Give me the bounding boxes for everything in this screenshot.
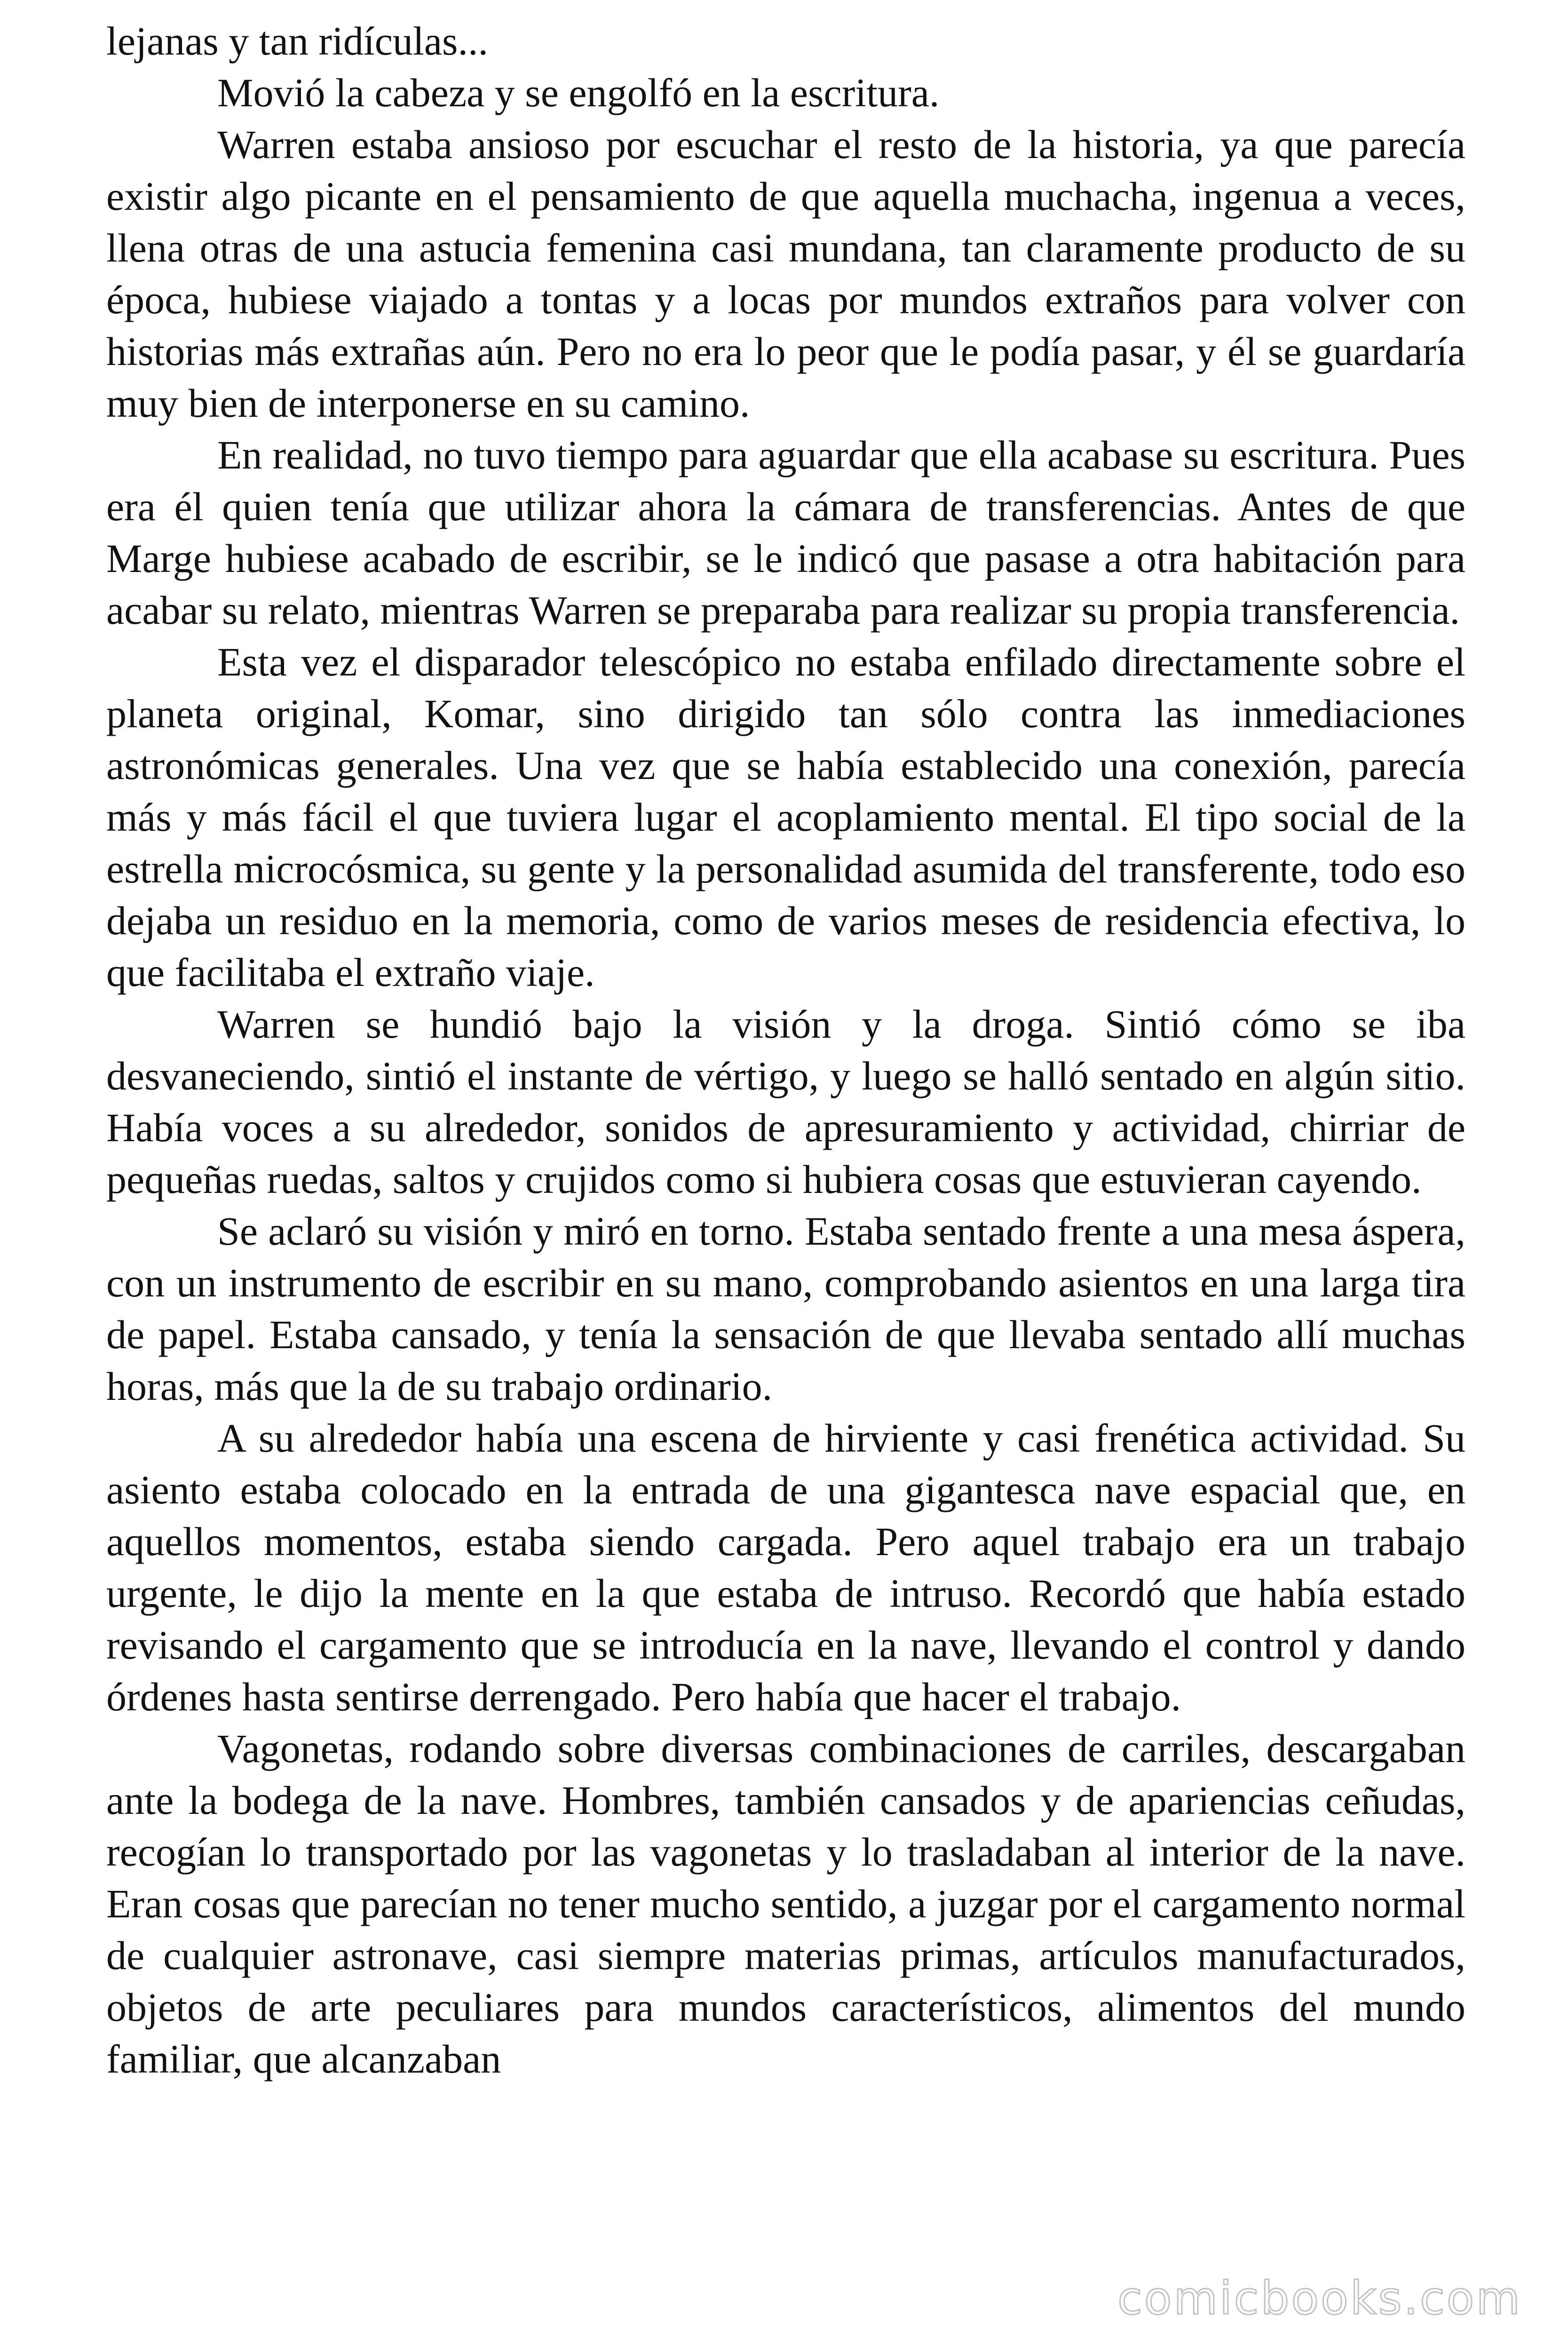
paragraph-2: Movió la cabeza y se engolfó en la escritura.: [217, 70, 940, 115]
paragraph-4: En realidad, no tuvo tiempo para aguardar que ella acabase su escritura. Pues era él quien tenía que utilizar ahora la cámara de transferencias. Antes de que Marge hubiese acabado de escribir, se le indicó que pasase a otra habitación para acabar su relato, mientras Warren se preparaba para realizar su propia transferencia.: [106, 432, 1465, 633]
paragraph-5: Esta vez el disparador telescópico no estaba enfilado directamente sobre el planeta original, Komar, sino dirigido tan sólo contra las inmediaciones astronómicas generales. Una vez que se había establecido una conexión, parecía más y más fácil el que tuviera lugar el acoplamiento mental. El tipo social de la estrella microcósmica, su gente y la personalidad asumida del transferente, todo eso dejaba un residuo en la memoria, como de varios meses de residencia efectiva, lo que facilitaba el extraño viaje.: [106, 639, 1465, 995]
paragraph-3: Warren estaba ansioso por escuchar el resto de la historia, ya que parecía existir algo picante en el pensamiento de que aquella muchacha, ingenua a veces, llena otras de una astucia femenina casi mundana, tan claramente producto de su época, hubiese viajado a tontas y a locas por mundos extraños para volver con historias más extrañas aún. Pero no era lo peor que le podía pasar, y él se guardaría muy bien de interponerse en su camino.: [106, 122, 1465, 426]
paragraph-6: Warren se hundió bajo la visión y la droga. Sintió cómo se iba desvaneciendo, sintió el instante de vértigo, y luego se halló sentado en algún sitio. Había voces a su alrededor, sonidos de apresuramiento y actividad, chirriar de pequeñas ruedas, saltos y crujidos como si hubiera cosas que estuvieran cayendo.: [106, 1001, 1465, 1202]
paragraph-9: Vagonetas, rodando sobre diversas combinaciones de carriles, descargaban ante la bodega de la nave. Hombres, también cansados y de apariencias ceñudas, recogían lo transportado por las vagonetas y lo trasladaban al interior de la nave. Eran cosas que parecían no tener mucho sentido, a juzgar por el cargamento normal de cualquier astronave, casi siempre materias primas, artículos manufacturados, objetos de arte peculiares para mundos característicos, alimentos del mundo familiar, que alcanzaban: [106, 1726, 1465, 2082]
paragraph-7: Se aclaró su visión y miró en torno. Estaba sentado frente a una mesa áspera, con un instrumento de escribir en su mano, comprobando asientos en una larga tira de papel. Estaba cansado, y tenía la sensación de que llevaba sentado allí muchas horas, más que la de su trabajo ordinario.: [106, 1208, 1465, 1409]
page-text: [106, 15, 1465, 2085]
paragraph-1: lejanas y tan ridículas...: [106, 18, 488, 64]
paragraph-8: A su alrededor había una escena de hirviente y casi frenética actividad. Su asiento estaba colocado en la entrada de una gigantesca nave espacial que, en aquellos momentos, estaba siendo cargada. Pero aquel trabajo era un trabajo urgente, le dijo la mente en la que estaba de intruso. Recordó que había estado revisando el cargamento que se introducía en la nave, llevando el control y dando órdenes hasta sentirse derrengado. Pero había que hacer el trabajo.: [106, 1415, 1465, 1719]
watermark: comicbooks.com: [1117, 2272, 1522, 2325]
